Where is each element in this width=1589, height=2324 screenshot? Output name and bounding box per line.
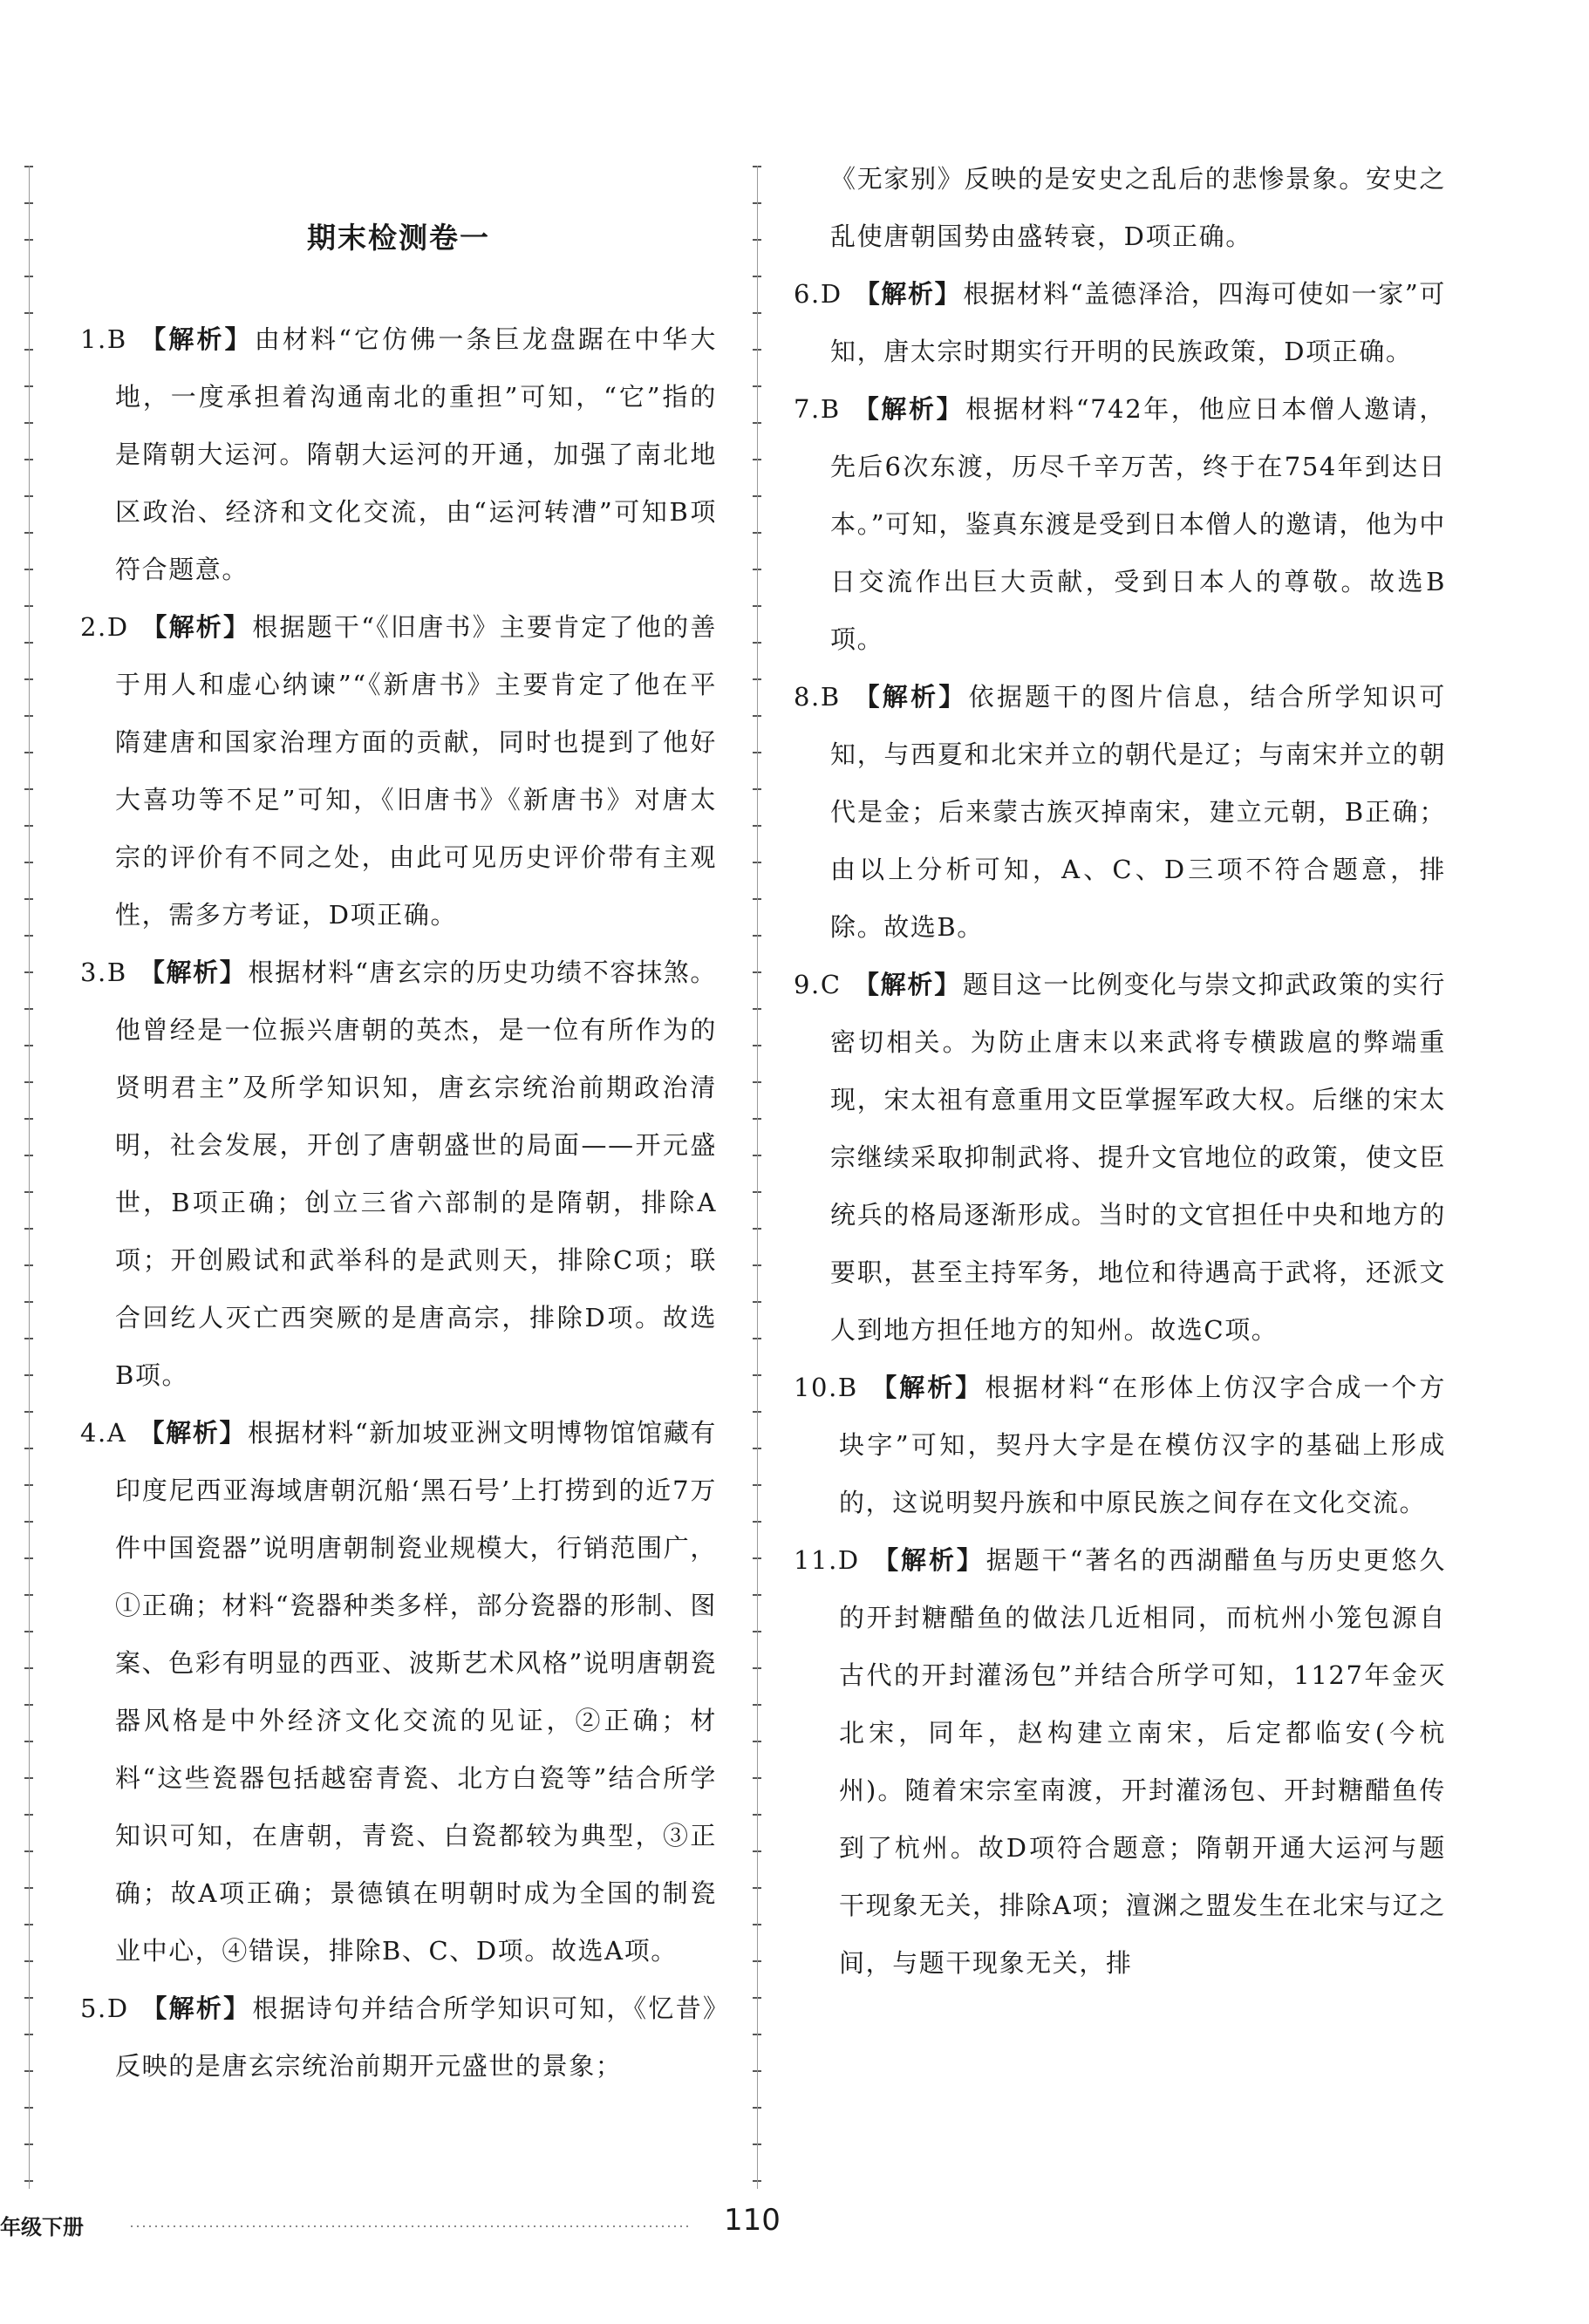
analysis-tag: 【解析】 xyxy=(852,394,965,424)
answer-number: 9.C xyxy=(794,970,842,999)
answer-item xyxy=(794,1531,1446,1992)
answer-number: 5.D xyxy=(80,1993,129,2023)
page-title: 期末检测卷一 xyxy=(307,221,490,255)
answer-explanation: 根据材料“唐玄宗的历史功绩不容抹煞。他曾经是一位振兴唐朝的英杰，是一位有所作为的贤明君主”及所学知识知，唐玄宗统治前期政治清明，社会发展，开创了唐朝盛世的局面——开元盛世，B项正确；创立三省六部制的是隋朝，排除A项；开创殿试和武举科的是武则天，排除C项；联合回纥人灭亡西突厥的是唐高宗，排除D项。故选B项。 xyxy=(115,958,717,1390)
analysis-tag: 【解析】 xyxy=(140,612,251,642)
answer-explanation: 由材料“它仿佛一条巨龙盘踞在中华大地，一度承担着沟通南北的重担”可知，“它”指的是隋朝大运河。隋朝大运河的开通，加强了南北地区政治、经济和文化交流，由“运河转漕”可知B项符合题意。 xyxy=(115,324,717,584)
answer-number: 7.B xyxy=(794,394,841,424)
answer-item xyxy=(794,380,1446,668)
answer-item xyxy=(794,1359,1446,1531)
analysis-tag: 【解析】 xyxy=(871,1545,985,1575)
continued-answer-text: 《无家别》反映的是安史之乱后的悲惨景象。安史之乱使唐朝国势由盛转衰，D项正确。 xyxy=(830,164,1446,251)
answer-explanation: 根据材料“新加坡亚洲文明博物馆馆藏有印度尼西亚海域唐朝沉船‘黑石号’上打捞到的近7万件中国瓷器”说明唐朝制瓷业规模大，行销范围广，①正确；材料“瓷器种类多样，部分瓷器的形制、图案、色彩有明显的西亚、波斯艺术风格”说明唐朝瓷器风格是中外经济文化交流的见证，②正确；材料“这些瓷器包括越窑青瓷、北方白瓷等”结合所学知识可知，在唐朝，青瓷、白瓷都较为典型，③正确；故A项正确；景德镇在明朝时成为全国的制瓷业中心，④错误，排除B、C、D项。故选A项。 xyxy=(115,1418,717,1966)
answer-item xyxy=(80,310,717,598)
column-divider xyxy=(751,166,763,2189)
answer-item xyxy=(794,668,1446,956)
answer-number: 8.B xyxy=(794,682,841,712)
answer-explanation: 根据材料“在形体上仿汉字合成一个方块字”可知，契丹大字是在模仿汉字的基础上形成的，这说明契丹族和中原民族之间存在文化交流。 xyxy=(839,1373,1446,1517)
analysis-tag: 【解析】 xyxy=(853,970,962,999)
answer-item xyxy=(794,956,1446,1359)
answer-explanation: 根据题干“《旧唐书》主要肯定了他的善于用人和虚心纳谏”“《新唐书》主要肯定了他在平隋建唐和国家治理方面的贡献，同时也提到了他好大喜功等不足”可知，《旧唐书》《新唐书》对唐太宗的评价有不同之处，由此可见历史评价带有主观性，需多方考证，D项正确。 xyxy=(115,612,717,930)
answer-number: 10.B xyxy=(794,1373,858,1402)
right-column xyxy=(794,150,1446,1992)
answer-number: 4.A xyxy=(80,1418,127,1448)
answer-item xyxy=(80,1404,717,1980)
binding-rule-left xyxy=(23,166,35,2189)
answer-item xyxy=(794,265,1446,380)
answer-number: 6.D xyxy=(794,279,842,309)
footer-dotted-line xyxy=(131,2225,689,2227)
page-number: 110 xyxy=(724,2203,781,2238)
left-column xyxy=(80,140,717,2095)
analysis-tag: 【解析】 xyxy=(852,682,967,712)
answer-explanation: 题目这一比例变化与崇文抑武政策的实行密切相关。为防止唐末以来武将专横跋扈的弊端重现，宋太祖有意重用文臣掌握军政大权。后继的宋太宗继续采取抑制武将、提升文官地位的政策，使文臣统兵的格局逐渐形成。当时的文官担任中央和地方的要职，甚至主持军务，地位和待遇高于武将，还派文人到地方担任地方的知州。故选C项。 xyxy=(830,970,1446,1345)
answer-explanation: 根据诗句并结合所学知识可知，《忆昔》反映的是唐玄宗统治前期开元盛世的景象； xyxy=(115,1993,717,2081)
answer-explanation: 根据材料“盖德泽洽，四海可使如一家”可知，唐太宗时期实行开明的民族政策，D项正确。 xyxy=(830,279,1446,366)
answer-number: 2.D xyxy=(80,612,129,642)
answer-number: 1.B xyxy=(80,324,127,354)
analysis-tag: 【解析】 xyxy=(139,1418,247,1448)
analysis-tag: 【解析】 xyxy=(854,279,962,309)
analysis-tag: 【解析】 xyxy=(139,958,247,987)
answer-number: 3.B xyxy=(80,958,127,987)
answer-explanation: 依据题干的图片信息，结合所学知识可知，与西夏和北宋并立的朝代是辽；与南宋并立的朝代是金；后来蒙古族灭掉南宋，建立元朝，B正确；由以上分析可知，A、C、D三项不符合题意，排除。故选B。 xyxy=(830,682,1447,942)
answer-item xyxy=(80,944,717,1404)
analysis-tag: 【解析】 xyxy=(870,1373,984,1402)
answer-item xyxy=(80,598,717,944)
answer-explanation: 据题干“著名的西湖醋鱼与历史更悠久的开封糖醋鱼的做法几近相同，而杭州小笼包源自古代的开封灌汤包”并结合所学可知，1127年金灭北宋，同年，赵构建立南宋，后定都临安(今杭州)。随着宋宗室南渡，开封灌汤包、开封糖醋鱼传到了杭州。故D项符合题意；隋朝开通大运河与题干现象无关，排除A项；澶渊之盟发生在北宋与辽之间，与题干现象无关，排 xyxy=(839,1545,1446,1978)
answer-explanation: 根据材料“742年，他应日本僧人邀请，先后6次东渡，历尽千辛万苦，终于在754年到达日本。”可知，鉴真东渡是受到日本僧人的邀请，他为中日交流作出巨大贡献，受到日本人的尊敬。故选B项。 xyxy=(830,394,1446,654)
answer-number: 11.D xyxy=(794,1545,860,1575)
answer-item xyxy=(80,1980,717,2095)
footer-grade-label: 年级下册 xyxy=(0,2215,84,2239)
analysis-tag: 【解析】 xyxy=(139,324,253,354)
analysis-tag: 【解析】 xyxy=(140,1993,251,2023)
